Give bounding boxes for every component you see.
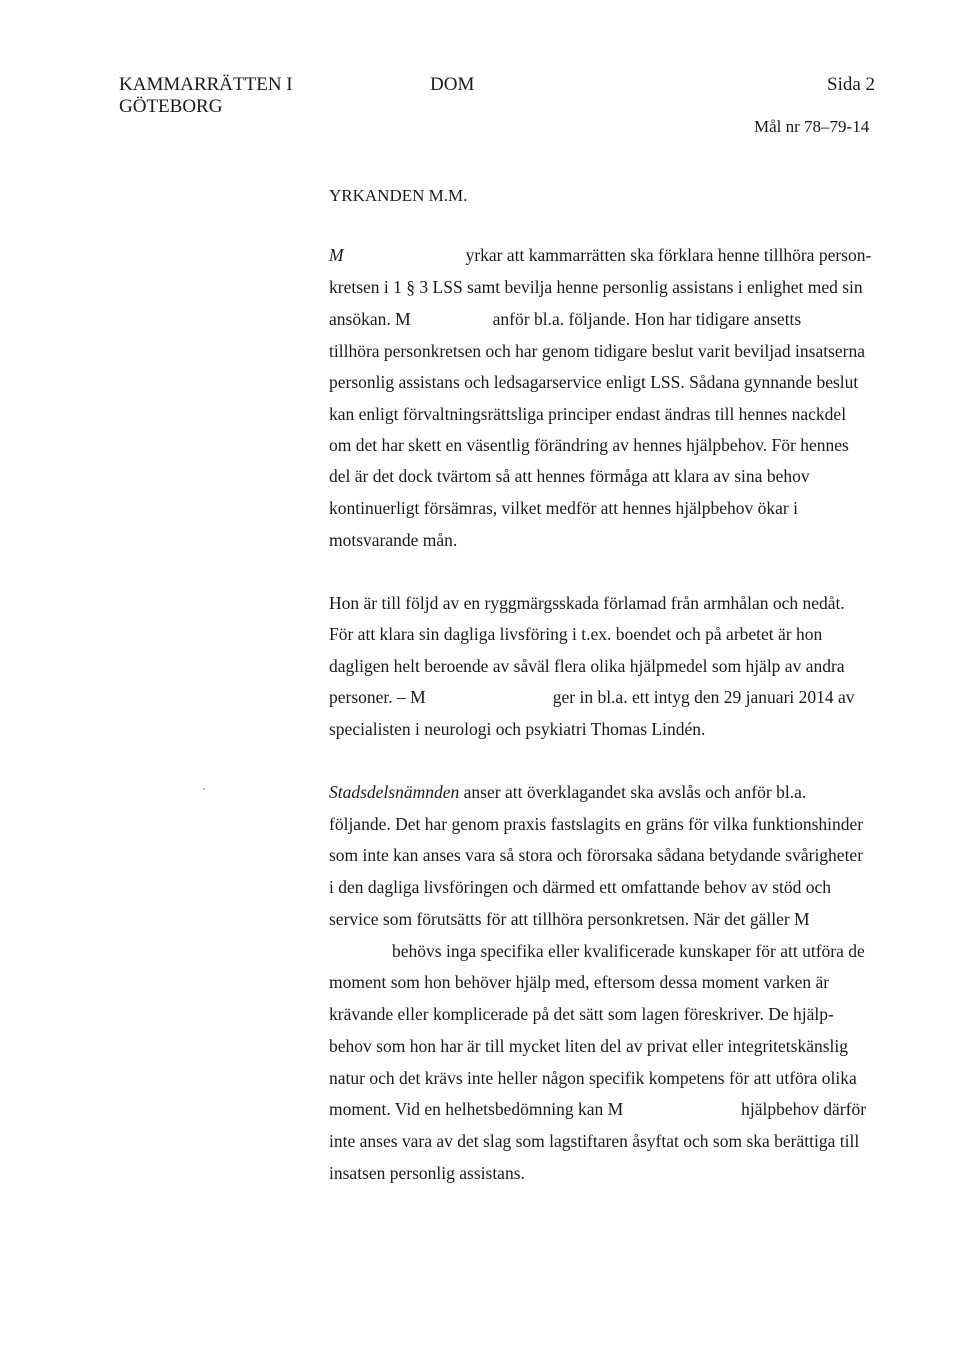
case-number: Mål nr 78–79-14 bbox=[754, 117, 870, 136]
document-type: DOM bbox=[430, 74, 475, 95]
section-heading: YRKANDEN M.M. bbox=[329, 186, 468, 205]
text-line: service som förutsätts för att tillhöra personkretsen. När det gäller M bbox=[329, 909, 810, 929]
scan-speck bbox=[203, 788, 205, 790]
text-line: behövs inga specifika eller kvalificerade kunskaper för att utföra de bbox=[392, 941, 865, 961]
text-line bbox=[329, 1099, 866, 1120]
court-name bbox=[119, 74, 293, 118]
text-line: dagligen helt beroende av såväl flera olika hjälpmedel som hjälp av andra bbox=[329, 656, 845, 676]
text-line: personlig assistans och ledsagarservice enligt LSS. Sådana gynnande beslut bbox=[329, 372, 859, 392]
text-segment: anser att överklagandet ska avslås och anför bl.a. bbox=[459, 782, 807, 802]
text-line: behov som hon har är till mycket liten del av privat eller integritetskänslig bbox=[329, 1036, 849, 1056]
redacted-name: M bbox=[329, 245, 344, 265]
text-line bbox=[329, 309, 801, 330]
text-segment: hjälpbehov därför bbox=[741, 1099, 867, 1119]
text-line: moment som hon behöver hjälp med, eftersom dessa moment varken är bbox=[329, 972, 830, 992]
text-line bbox=[329, 245, 871, 266]
text-line bbox=[329, 687, 855, 708]
text-line: i den dagliga livsföringen och därmed ett omfattande behov av stöd och bbox=[329, 877, 832, 897]
text-line: kretsen i 1 § 3 LSS samt bevilja henne personlig assistans i enlighet med sin bbox=[329, 277, 863, 297]
text-line: tillhöra personkretsen och har genom tidigare beslut varit beviljad insatserna bbox=[329, 341, 866, 361]
text-line: motsvarande mån. bbox=[329, 530, 458, 550]
text-line bbox=[329, 782, 806, 803]
text-line: del är det dock tvärtom så att hennes förmåga att klara av sina behov bbox=[329, 466, 810, 486]
text-line: kan enligt förvaltningsrättsliga principer endast ändras till hennes nackdel bbox=[329, 404, 847, 424]
text-segment: personer. – M bbox=[329, 687, 426, 707]
text-line: specialisten i neurologi och psykiatri Thomas Lindén. bbox=[329, 719, 706, 739]
text-line: inte anses vara av det slag som lagstiftaren åsyftat och som ska berättiga till bbox=[329, 1131, 860, 1151]
text-line: kontinuerligt försämras, vilket medför att hennes hjälpbehov ökar i bbox=[329, 498, 798, 518]
text-line: krävande eller komplicerade på det sätt som lagen föreskriver. De hjälp- bbox=[329, 1004, 834, 1024]
party-name: Stadsdelsnämnden bbox=[329, 782, 460, 802]
court-name-line2: GÖTEBORG bbox=[119, 96, 223, 117]
text-segment: yrkar att kammarrätten ska förklara henne tillhöra person- bbox=[465, 245, 872, 265]
text-line: Hon är till följd av en ryggmärgsskada förlamad från armhålan och nedåt. bbox=[329, 593, 845, 613]
text-line: som inte kan anses vara så stora och förorsaka sådana betydande svårigheter bbox=[329, 845, 864, 865]
court-name-line1: KAMMARRÄTTEN I bbox=[119, 74, 293, 95]
text-line: natur och det krävs inte heller någon specifik kompetens för att utföra olika bbox=[329, 1068, 857, 1088]
text-segment: moment. Vid en helhetsbedömning kan M bbox=[329, 1099, 624, 1119]
text-line: För att klara sin dagliga livsföring i t.ex. boendet och på arbetet är hon bbox=[329, 624, 823, 644]
page-number: Sida 2 bbox=[827, 74, 876, 95]
text-segment: ger in bl.a. ett intyg den 29 januari 2014 av bbox=[552, 687, 855, 707]
text-line: följande. Det har genom praxis fastslagits en gräns för vilka funktionshinder bbox=[329, 814, 864, 834]
text-segment: anför bl.a. följande. Hon har tidigare ansetts bbox=[492, 309, 802, 329]
text-line: om det har skett en väsentlig förändring av hennes hjälpbehov. För hennes bbox=[329, 435, 849, 455]
text-segment: ansökan. M bbox=[329, 309, 411, 329]
text-line: insatsen personlig assistans. bbox=[329, 1163, 525, 1183]
